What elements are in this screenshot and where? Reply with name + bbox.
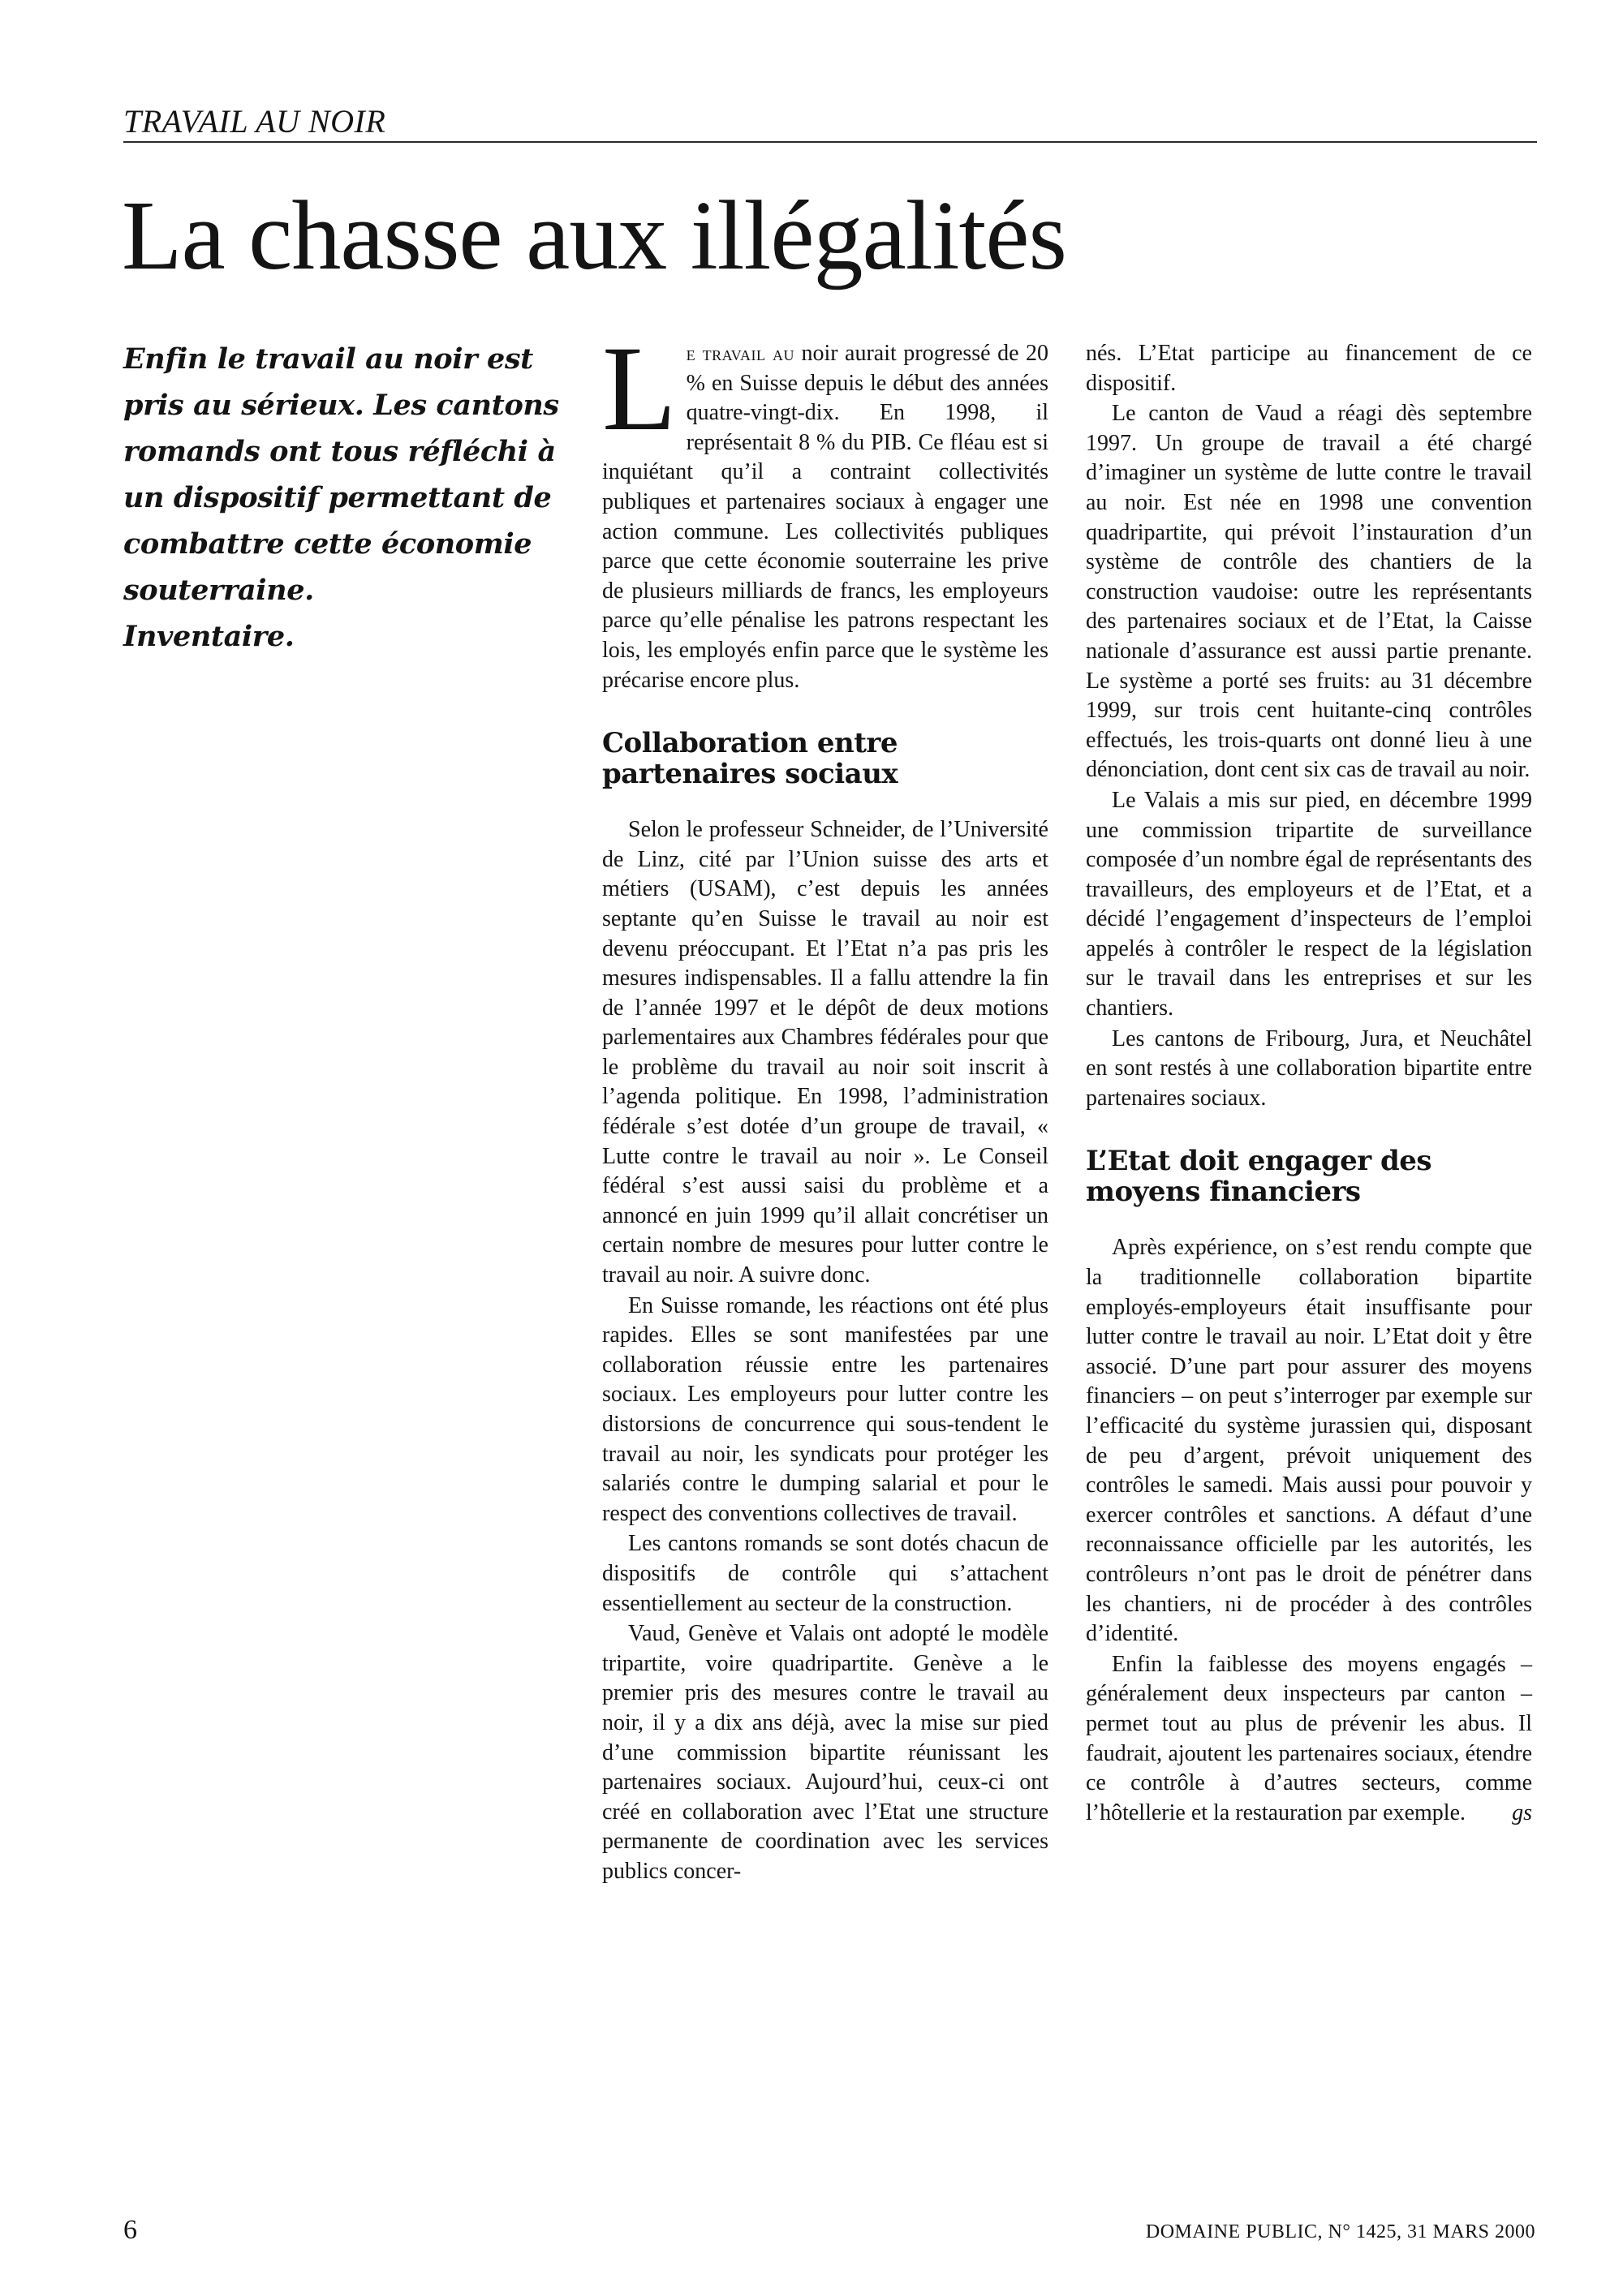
article-paragraph-5-continued: nés. L’Etat participe au financement de ce dispositif. [1086,341,1532,396]
article-paragraph-5: Vaud, Genève et Valais ont adopté le modèle tripartite, voire quadripartite. Genève a le premier pris des mesures contre le travail au noir, il y a dix ans déjà, avec la mise sur pied d’une commission bipartite réunissant les partenaires sociaux. Aujourd’hui, ceux-ci ont créé en collaboration avec l’Etat une structure permanente de coordination avec les services publics concer- [602,1621,1048,1884]
lead-text: Enfin le travail au noir est pris au sérieux. Les cantons romands ont tous réfléchi à un dispositif permettant de combattre cette économie souterraine. [123,342,559,607]
paragraph-10-text: Enfin la faiblesse des moyens engagés – généralement deux inspecteurs par canton – permet tout au plus de prévenir les abus. Il faudrait, ajoutent les partenaires sociaux, étendre ce contrôle à d’autres secteurs, comme l’hôtellerie et la restauration par exemple. [1086,1651,1532,1825]
author-signature: gs [1512,1799,1532,1825]
article-column-2 [1086,339,1532,1829]
article-paragraph-2: Selon le professeur Schneider, de l’Université de Linz, cité par l’Union suisse des arts et métiers (USAM), c’est depuis les années septante qu’en Suisse le travail au noir est devenu préoccupant. Et l’Etat n’a pas pris les mesures indispensables. Il a fallu attendre la fin de l’année 1997 et le dépôt de deux motions parlementaires aux Chambres fédérales pour que le problème du travail au noir soit inscrit à l’agenda politique. En 1998, l’administration fédérale s’est dotée d’un groupe de travail, « Lutte contre le travail au noir ». Le Conseil fédéral s’est aussi saisi du problème et a annoncé en juin 1999 qu’il allait concrétiser un certain nombre de mesures pour lutter contre le travail au noir. A suivre donc. [602,817,1048,1288]
page-number: 6 [123,2215,137,2245]
article-lead [123,336,562,660]
lead-tag: Inventaire. [123,620,295,653]
article-column-1 [602,321,1048,1888]
header-rule [123,141,1537,143]
section-rubric: TRAVAIL AU NOIR [123,103,386,140]
article-paragraph-6: Le canton de Vaud a réagi dès septembre 1997. Un groupe de travail a été chargé d’imaginer un système de lutte contre le travail au noir. Est née en 1998 une convention quadripartite, qui prévoit l’instauration d’un système de contrôle des chantiers de la construction vaudoise: outre les représentants des partenaires sociaux et de l’Etat, la Caisse nationale d’assurance est aussi partie prenante. Le système a porté ses fruits: au 31 décembre 1999, sur trois cent huitante-cinq contrôles effectués, les trois-quarts ont donné lieu à une dénonciation, dont cent six cas de travail au noir. [1086,401,1532,783]
article-paragraph-4: Les cantons romands se sont dotés chacun de dispositifs de contrôle qui s’attachent essentiellement au secteur de la construction. [602,1531,1048,1616]
article-paragraph-3: En Suisse romande, les réactions ont été plus rapides. Elles se sont manifestées par une collaboration réussie entre les partenaires sociaux. Les employeurs pour lutter contre les distorsions de concurrence qui sous-tendent le travail au noir, les syndicats pour protéger les salariés contre le dumping salarial et pour le respect des conventions collectives de travail. [602,1292,1048,1526]
article-paragraph-7: Le Valais a mis sur pied, en décembre 1999 une commission tripartite de surveillance composée d’un nombre égal de représentants des travailleurs, des employeurs et de l’Etat, et a décidé l’engagement d’inspecteurs de l’emploi appelés à contrôler le respect de la législation sur le travail dans les entreprises et sur les chantiers. [1086,787,1532,1021]
smallcaps-opening: e travail au [686,342,794,365]
article-paragraph-8: Les cantons de Fribourg, Jura, et Neuchâtel en sont restés à une collaboration bipartite entre partenaires sociaux. [1086,1025,1532,1111]
subheading-collaboration: Collaboration entre partenaires sociaux [602,727,898,791]
publication-info: DOMAINE PUBLIC, N° 1425, 31 MARS 2000 [1145,2221,1535,2242]
paragraph-1-text: noir aurait progressé de 20 % en Suisse depuis le début des années quatre-vingt-dix. En 1998, il représentait 8 % du PIB. Ce fléau est si inquiétant qu’il a contraint collectivités publiques et partenaires sociaux à engager une action commune. Les collectivités publiques parce que cette économie souterraine les prive de plusieurs milliards de francs, les employeurs parce qu’elle pénalise les patrons respectant les lois, les employés enfin parce que le système les précarise encore plus. [602,341,1048,693]
article-paragraph-10 [1086,1650,1532,1829]
article-paragraph-1 [602,321,1048,695]
drop-cap: L [602,321,677,456]
article-title: La chasse aux illégalités [122,181,1067,290]
subheading-etat: L’Etat doit engager des moyens financiers [1086,1145,1432,1209]
article-paragraph-9: Après expérience, on s’est rendu compte que la traditionnelle collaboration bipartite employés-employeurs était insuffisante pour lutter contre le travail au noir. L’Etat doit y être associé. D’une part pour assurer des moyens financiers – on peut s’interroger par exemple sur l’efficacité du système jurassien qui, disposant de peu d’argent, prévoit uniquement des contrôles le samedi. Mais aussi pour pouvoir y exercer contrôles et sanctions. A défaut d’une reconnaissance officielle par les autorités, les contrôleurs n’ont pas le droit de pénétrer dans les chantiers, ni de procéder à des contrôles d’identité. [1086,1235,1532,1647]
